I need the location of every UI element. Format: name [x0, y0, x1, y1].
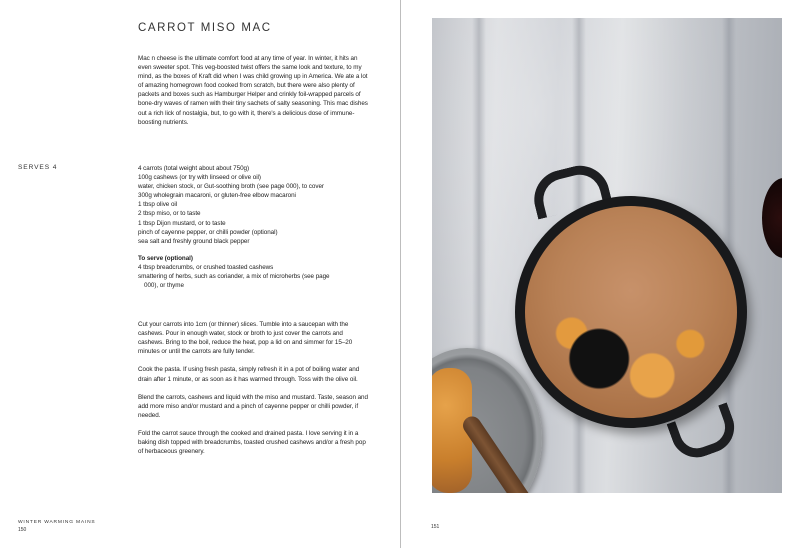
ingredient-item: 1 tbsp olive oil: [138, 201, 178, 209]
page-number-left: 150: [18, 527, 27, 533]
ingredient-item: 300g wholegrain macaroni, or gluten-free elbow macaroni: [138, 192, 296, 200]
method-steps: [138, 320, 370, 466]
ingredient-item: 100g cashews (or try with linseed or olive oil): [138, 174, 261, 182]
serves-label: SERVES 4: [18, 164, 58, 171]
recipe-intro: [138, 54, 370, 127]
ingredient-item: pinch of cayenne pepper, or chilli powder (optional): [138, 228, 278, 236]
method-step: Cut your carrots into 1cm (or thinner) slices. Tumble into a saucepan with the cashews. Pour in enough water, stock or broth to just cover the carrots and cashews. Bring to the boil, reduce the heat, pop a lid on and simmer for 15–20 minutes or until the carrots are fully tender.: [138, 321, 353, 356]
ingredient-item: 4 carrots (total weight about about 750g): [138, 165, 250, 172]
page-number-right: 151: [431, 524, 440, 530]
ingredient-item: 2 tbsp miso, or to taste: [138, 210, 201, 218]
to-serve-item: 000), or thyme: [144, 282, 184, 290]
intro-paragraph: Mac n cheese is the ultimate comfort food at any time of year. In winter, it hits an even sweeter spot. This veg-boosted twist offers the same look and texture, to my mind, as the boxes of Kraft did when I was child growing up in America. We ate a lot of amazing homegrown food cooked from scratch, but there were also plenty of packets and boxes such as Hamburger Helper and crinkly foil-wrapped parcels of bone-dry waves of ramen with their tiny sachets of salty seasoning. This mac dishes out a rich lick of nostalgia, but, to go with it, there's a delicious dose of immune-boosting nutrients.: [138, 55, 368, 126]
ingredient-item: water, chicken stock, or Gut-soothing broth (see page 000), to cover: [138, 183, 324, 191]
ingredient-list: [138, 164, 370, 246]
recipe-title: CARROT MISO MAC: [138, 21, 272, 34]
method-step: Cook the pasta. If using fresh pasta, simply refresh it in a pot of boiling water and drain after 1 minute, or as soon as it has warmed through. Toss with the olive oil.: [138, 366, 360, 383]
running-footer-section: WINTER WARMING MAINS: [18, 520, 96, 525]
recipe-photo: [432, 18, 782, 493]
method-step: Blend the carrots, cashews and liquid with the miso and mustard. Taste, season and add more miso and/or mustard and a pinch of cayenne pepper or chilli powder, if needed.: [138, 393, 368, 419]
to-serve-item: 4 tbsp breadcrumbs, or crushed toasted cashews: [138, 264, 274, 272]
to-serve-item: smattering of herbs, such as coriander, a mix of microherbs (see page: [138, 273, 330, 281]
ingredient-item: sea salt and freshly ground black pepper: [138, 237, 250, 245]
mac-crumb-topping-image: [525, 206, 737, 418]
wine-glass-image: [762, 178, 782, 258]
method-step: Fold the carrot sauce through the cooked and drained pasta. I love serving it in a baking dish topped with breadcrumbs, toasted crushed cashews and/or a fresh pop of herbaceous greenery.: [138, 430, 366, 456]
to-serve-heading: To serve (optional): [138, 255, 193, 262]
ingredient-item: 1 tbsp Dijon mustard, or to taste: [138, 219, 226, 227]
to-serve-list: [138, 254, 370, 290]
